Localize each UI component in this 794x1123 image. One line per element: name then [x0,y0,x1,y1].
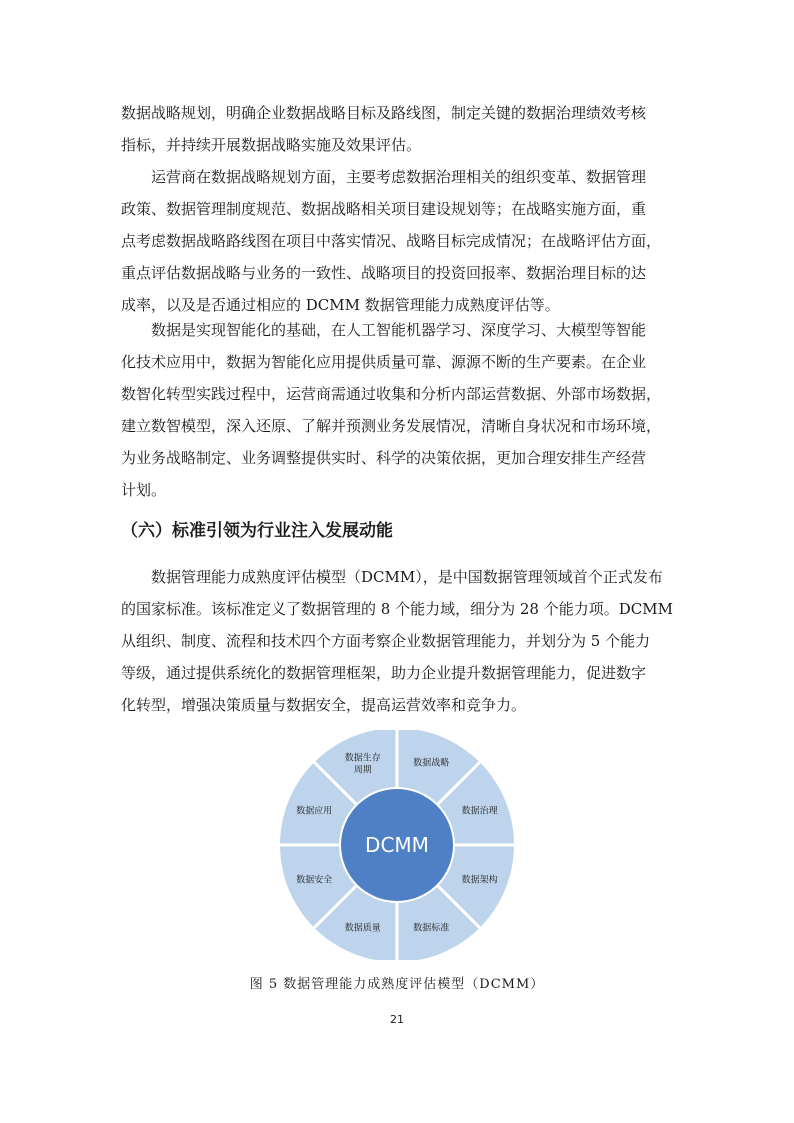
text-line: 化技术应用中，数据为智能化应用提供质量可靠、源源不断的生产要素。在企业 [121,353,647,371]
text-line: 数据管理能力成熟度评估模型（DCMM），是中国数据管理领域首个正式发布 [151,568,663,586]
text-line: 数据战略规划，明确企业数据战略目标及路线图，制定关键的数据治理绩效考核 [121,104,647,122]
text-line: 为业务战略制定、业务调整提供实时、科学的决策依据，更加合理安排生产经营 [121,449,647,467]
text-line: 运营商在数据战略规划方面，主要考虑数据治理相关的组织变革、数据管理 [151,168,647,186]
center-label: DCMM [365,833,429,857]
text-line: 指标，并持续开展数据战略实施及效果评估。 [121,136,422,154]
text-line: 成率，以及是否通过相应的 DCMM 数据管理能力成熟度评估等。 [121,296,560,314]
segment-label: 数据安全 [296,875,333,886]
paragraph-2 [121,161,681,321]
segment-label: 数据标准 [413,923,450,934]
segment-label: 数据架构 [461,875,498,886]
segment-label: 数据治理 [461,806,498,817]
text-line: 建立数智模型，深入还原、了解并预测业务发展情况，清晰自身状况和市场环境， [121,417,662,435]
segment-label-line: 周期 [353,765,372,776]
paragraph-4 [121,561,681,721]
page-number: 21 [390,1013,404,1026]
segment-label: 数据战略 [413,758,450,769]
text-line: 计划。 [121,481,167,499]
section-heading: （六）标准引领为行业注入发展动能 [121,521,393,541]
segment-label: 数据质量 [344,923,381,934]
paragraph-1 [121,97,681,161]
text-line: 从组织、制度、流程和技术四个方面考察企业数据管理能力，并划分为 5 个能力 [121,632,651,650]
text-line: 数据是实现智能化的基础，在人工智能机器学习、深度学习、大模型等智能 [151,321,647,339]
text-line: 的国家标准。该标准定义了数据管理的 8 个能力域，细分为 28 个能力项。DCMM [121,600,673,618]
text-line: 等级，通过提供系统化的数据管理框架，助力企业提升数据管理能力，促进数字 [121,664,647,682]
dcmm-diagram [277,730,517,960]
text-line: 化转型，增强决策质量与数据安全，提高运营效率和竞争力。 [121,696,527,714]
segment-label: 数据应用 [296,806,333,817]
segment-label-line: 数据生存 [344,753,381,764]
figure-caption: 图 5 数据管理能力成熟度评估模型（DCMM） [249,977,545,992]
text-line: 数智化转型实践过程中，运营商需通过收集和分析内部运营数据、外部市场数据， [121,385,662,403]
text-line: 点考虑数据战略路线图在项目中落实情况、战略目标完成情况；在战略评估方面， [121,232,662,250]
paragraph-3 [121,314,681,506]
text-line: 重点评估数据战略与业务的一致性、战略项目的投资回报率、数据治理目标的达 [121,264,647,282]
text-line: 政策、数据管理制度规范、数据战略相关项目建设规划等；在战略实施方面，重 [121,200,647,218]
